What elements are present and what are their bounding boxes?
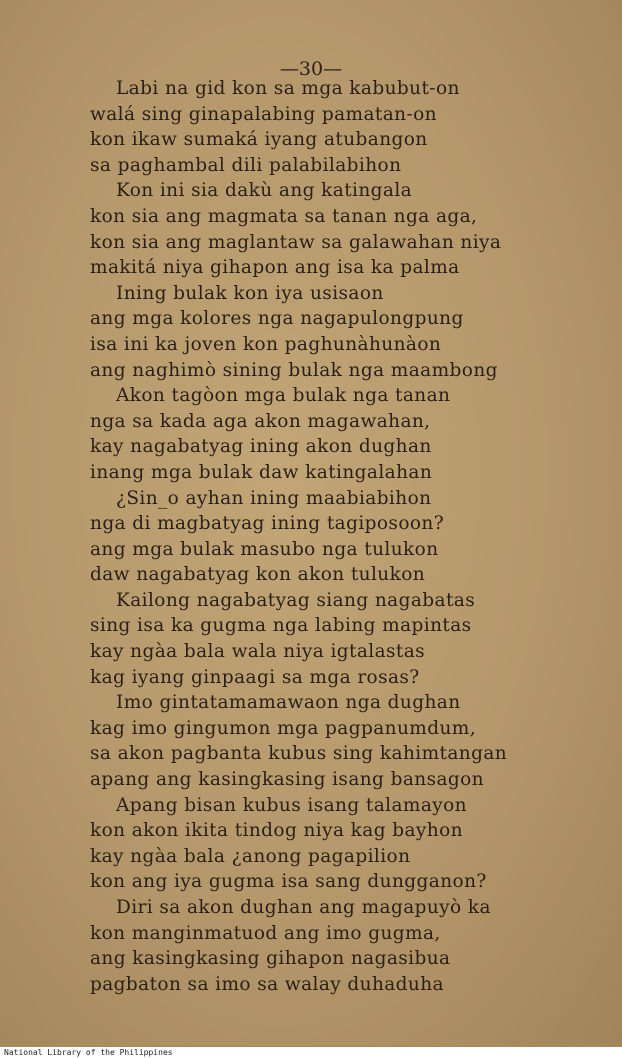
poem-line: ang naghimò sining bulak nga maambong	[90, 359, 498, 381]
poem-line: sa akon pagbanta kubus sing kahimtangan	[90, 743, 508, 765]
poem-line: Kailong nagabatyag siang nagabatas	[116, 589, 476, 611]
poem-line: Diri sa akon dughan ang magapuyò ka	[116, 897, 491, 918]
poem-line: kon sia ang magmata sa tanan nga aga,	[90, 205, 478, 227]
poem-line: nga di magbatyag ining tagiposoon?	[90, 513, 445, 535]
poem-line: kay nagabatyag ining akon dughan	[90, 436, 432, 458]
poem-line: Labi na gid kon sa mga kabubut-on	[116, 78, 460, 99]
poem-line: kay ngàa bala ¿anong pagapilion	[90, 845, 411, 867]
poem-line: kag iyang ginpaagi sa mga rosas?	[90, 666, 420, 688]
poem-line: kon ang iya gugma isa sang dungganon?	[90, 871, 487, 893]
poem-line: kon ikaw sumaká iyang atubangon	[90, 129, 428, 151]
poem-line: Akon tagòon mga bulak nga tanan	[116, 385, 451, 407]
poem-line: ang kasingkasing gihapon nagasibua	[90, 948, 451, 970]
poem-line: ang mga bulak masubo nga tulukon	[90, 538, 439, 560]
poem-line: inang mga bulak daw katingalahan	[90, 461, 433, 483]
page-number: —30—	[279, 58, 343, 80]
poem-line: Apang bisan kubus isang talamayon	[116, 794, 467, 816]
poem-line: makitá niya gihapon ang isa ka palma	[90, 257, 460, 279]
poem-line: ¿Sin_o ayhan ining maabiabihon	[116, 487, 432, 509]
poem-line: sing isa ka gugma nga labing mapintas	[90, 615, 472, 637]
poem-line: isa ini ka joven kon paghunàhunàon	[90, 333, 442, 355]
poem-line: Imo gintatamamawaon nga dughan	[116, 692, 461, 714]
poem-line: nga sa kada aga akon magawahan,	[90, 410, 431, 432]
poem-line: pagbaton sa imo sa walay duhaduha	[90, 973, 444, 995]
poem-line: kag imo gingumon mga pagpanumdum,	[90, 717, 476, 739]
poem-line: kay ngàa bala wala niya igtalastas	[90, 641, 426, 663]
poem-line: kon akon ikita tindog niya kag bayhon	[90, 820, 463, 842]
poem-line: kon sia ang maglantaw sa galawahan niya	[90, 231, 502, 253]
poem-text	[90, 76, 600, 997]
poem-line: apang ang kasingkasing isang bansagon	[90, 769, 484, 791]
poem-line: daw nagabatyag kon akon tulukon	[90, 564, 426, 586]
poem-line: kon manginmatuod ang imo gugma,	[90, 922, 441, 944]
poem-line: Kon ini sia dakù ang katingala	[116, 180, 413, 202]
poem-line: sa paghambal dili palabilabihon	[90, 154, 402, 176]
poem-line: Ining bulak kon iya usisaon	[116, 282, 384, 304]
footer-credit: National Library of the Philippines	[0, 1047, 622, 1058]
poem-line: walá sing ginapalabing pamatan-on	[90, 103, 437, 125]
poem-line: ang mga kolores nga nagapulongpung	[90, 308, 464, 330]
